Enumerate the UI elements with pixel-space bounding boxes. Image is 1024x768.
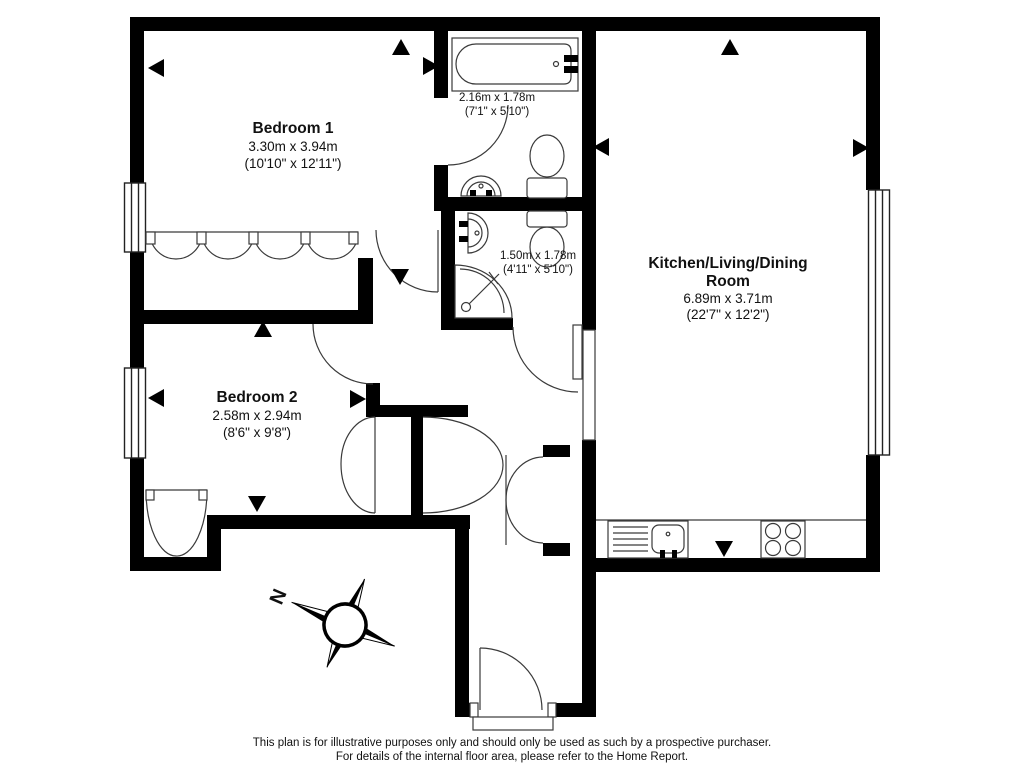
cupboard-bedroom2-east <box>341 417 375 513</box>
room-dim-metric: 1.50m x 1.78m <box>499 250 577 262</box>
label-bedroom2 <box>212 389 301 440</box>
room-title: Bedroom 2 <box>216 389 298 406</box>
door-jambs <box>470 330 595 730</box>
label-bathroom <box>459 92 535 118</box>
wardrobe-bedroom1 <box>146 232 358 259</box>
bathtub <box>452 38 578 91</box>
arrow-right-icon <box>350 390 366 408</box>
arrow-left-icon <box>148 59 164 77</box>
kitchen-sink-unit <box>608 521 688 558</box>
window-bedroom2 <box>125 368 146 458</box>
cupboard-hall <box>423 417 503 513</box>
arrow-down-icon <box>715 541 733 557</box>
room-dim-metric: 2.58m x 2.94m <box>212 408 302 423</box>
label-kitchen-living-dining <box>648 255 807 322</box>
room-dim-metric: 3.30m x 3.94m <box>248 139 338 154</box>
arrow-up-icon <box>392 39 410 55</box>
room-title: Room <box>706 273 750 290</box>
kitchen-doorway-opening <box>583 330 595 440</box>
room-dim-metric: 2.16m x 1.78m <box>458 92 536 104</box>
kitchen-hob <box>761 521 805 558</box>
arrow-left-icon <box>148 389 164 407</box>
door-bedroom2 <box>313 324 373 384</box>
compass-icon <box>251 547 415 689</box>
disclaimer-line-2: For details of the internal floor area, please refer to the Home Report. <box>335 751 689 763</box>
room-dim-imperial: (8'6" x 9'8") <box>222 425 292 440</box>
room-title: Kitchen/Living/Dining <box>648 255 808 272</box>
toilet-bathroom <box>527 135 567 198</box>
room-dim-imperial: (7'1" x 5'10") <box>464 106 530 118</box>
cupboard-corridor <box>506 455 543 545</box>
door-entrance <box>480 648 542 710</box>
walls <box>130 17 880 717</box>
compass-north-label: N <box>265 585 292 608</box>
kitchen-counter <box>596 520 866 558</box>
label-bedroom1 <box>244 120 341 171</box>
room-labels <box>212 92 807 440</box>
arrow-down-icon <box>248 496 266 512</box>
room-dim-imperial: (4'11" x 5'10") <box>503 264 573 276</box>
disclaimer-line-1: This plan is for illustrative purposes only and should only be used as such by a prospective purchaser. <box>252 737 772 749</box>
room-dim-imperial: (10'10" x 12'11") <box>244 156 342 171</box>
disclaimer <box>253 737 771 763</box>
room-dim-metric: 6.89m x 3.71m <box>683 291 773 306</box>
sink-shower-room <box>459 213 488 253</box>
arrow-up-icon <box>721 39 739 55</box>
sink-tap <box>660 550 665 558</box>
sink-bathroom <box>461 176 501 196</box>
sink-tap <box>672 550 677 558</box>
room-dim-imperial: (22'7" x 12'2") <box>686 307 770 322</box>
entrance-threshold <box>473 717 553 730</box>
window-kitchen <box>869 190 890 455</box>
door-shower-room <box>513 325 582 392</box>
bath-tap <box>564 66 578 73</box>
bath-tap <box>564 55 578 62</box>
arrow-down-icon <box>391 269 409 285</box>
door-bedroom1 <box>376 230 438 292</box>
cupboard-bedroom2-sw <box>146 490 207 556</box>
room-title: Bedroom 1 <box>252 120 334 137</box>
window-bedroom1 <box>125 183 146 252</box>
